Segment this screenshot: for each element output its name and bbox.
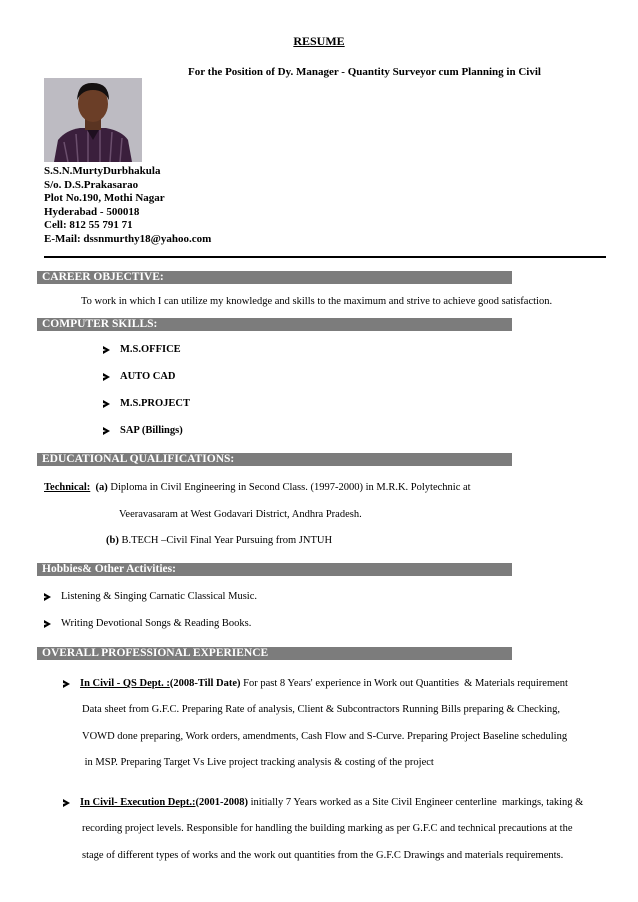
qs-text-1: For past 8 Years' experience in Work out Quantities & Materials requirement [240,678,568,689]
arrow-bullet-icon [63,680,70,688]
arrow-bullet-icon [44,620,51,628]
exec-dept: In Civil- Execution Dept.: [80,797,196,808]
arrow-bullet-icon [44,593,51,601]
skill-item: AUTO CAD [103,371,176,382]
header-divider [44,256,606,258]
arrow-bullet-icon [63,799,70,807]
section-computer-skills: COMPUTER SKILLS: [37,318,512,331]
hobby-item: Writing Devotional Songs & Reading Books. [44,618,251,629]
exec-text-3: stage of different types of works and the work out quantities from the G.F.C Drawings and materials requirements. [82,849,564,861]
education-a-line-1: Diploma in Civil Engineering in Second Class. (1997-2000) in M.R.K. Polytechnic at [110,482,471,493]
section-experience: OVERALL PROFESSIONAL EXPERIENCE [37,647,512,660]
contact-email: E-Mail: dssnmurthy18@yahoo.com [44,232,212,245]
arrow-bullet-icon [103,400,110,408]
contact-cell: Cell: 812 55 791 71 [44,219,133,232]
technical-label: Technical: [44,482,91,493]
experience-qs-line-1 [63,678,568,689]
career-objective-text: To work in which I can utilize my knowledge and skills to the maximum and strive to achieve good satisfaction. [81,296,553,307]
qs-text-3: VOWD done preparing, Work orders, amendments, Cash Flow and S-Curve. Preparing Project Baseline scheduling [82,730,568,742]
contact-address-2: Hyderabad - 500018 [44,205,140,218]
marker-b: (b) [106,535,119,546]
section-career-objective: CAREER OBJECTIVE: [37,271,512,284]
resume-title: RESUME [293,34,345,48]
experience-qs-body [82,697,627,777]
experience-exec-line-1 [63,797,583,808]
education-technical [44,482,471,493]
contact-name: S.S.N.MurtyDurbhakula [44,165,161,177]
contact-address-1: Plot No.190, Mothi Nagar [44,192,165,205]
exec-period: (2001-2008) [195,797,248,808]
education-b [106,535,332,546]
education-a-line-2: Veeravasaram at West Godavari District, Andhra Pradesh. [119,509,362,520]
qs-text-4: in MSP. Preparing Target Vs Live project tracking analysis & costing of the project [82,757,434,768]
qs-text-2: Data sheet from G.F.C. Preparing Rate of analysis, Client & Subcontractors Running Bills preparing & Checking, [82,704,560,715]
qs-period: (2008-Till Date) [169,678,241,689]
contact-block [44,165,211,247]
hobby-item: Listening & Singing Carnatic Classical Music. [44,591,257,602]
qs-dept: In Civil - QS Dept. : [80,678,170,689]
exec-text-2: recording project levels. Responsible for handling the building marking as per G.F.C and technical precautions at the [82,823,573,834]
marker-a: (a) [95,482,108,493]
arrow-bullet-icon [103,346,110,354]
skill-item: M.S.PROJECT [103,398,190,409]
education-b-text: B.TECH –Civil Final Year Pursuing from JNTUH [121,535,333,546]
arrow-bullet-icon [103,427,110,435]
arrow-bullet-icon [103,373,110,381]
experience-exec-body [82,816,627,869]
position-line: For the Position of Dy. Manager - Quantity Surveyor cum Planning in Civil [188,66,541,78]
skill-item: M.S.OFFICE [103,344,181,355]
profile-photo [44,78,142,162]
exec-text-1: initially 7 Years worked as a Site Civil Engineer centerline markings, taking & [248,797,584,808]
skill-item: SAP (Billings) [103,425,183,436]
contact-father: S/o. D.S.Prakasarao [44,178,139,191]
section-education: EDUCATIONAL QUALIFICATIONS: [37,453,512,466]
section-hobbies: Hobbies& Other Activities: [37,563,512,576]
